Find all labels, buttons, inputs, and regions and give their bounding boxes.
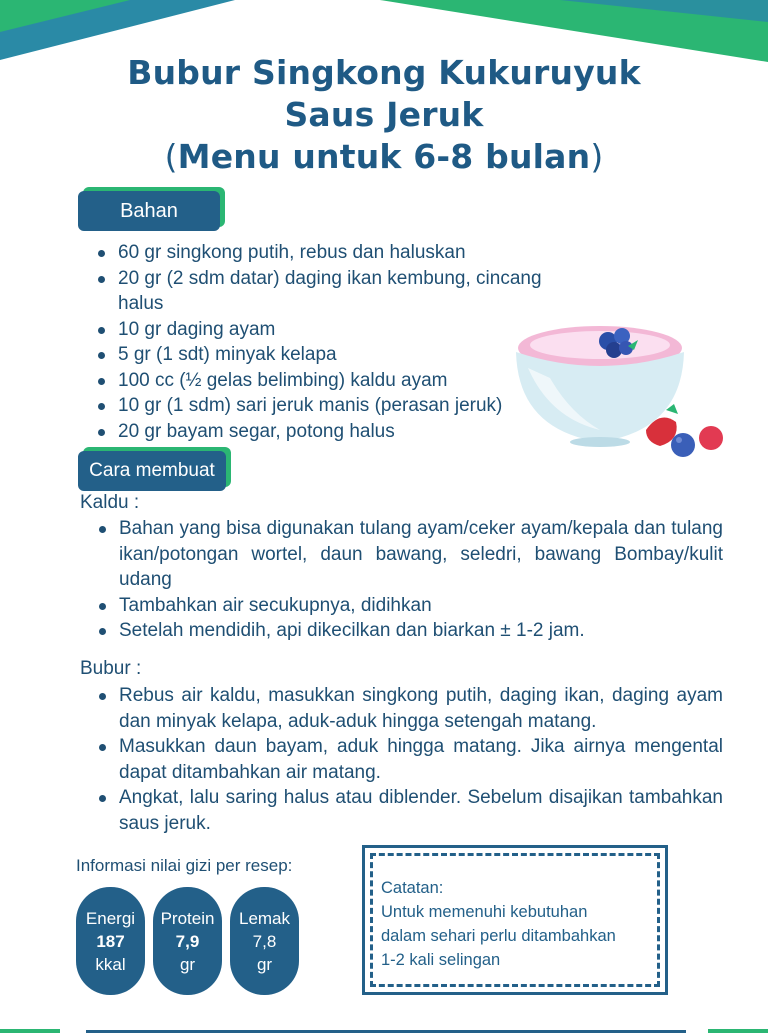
bubur-list — [93, 683, 723, 836]
list-item: Angkat, lalu saring halus atau diblender. Sebelum disajikan tambahkan saus jeruk. — [93, 785, 723, 836]
nutrition-title: Informasi nilai gizi per resep: — [76, 856, 293, 875]
list-item: Bahan yang bisa digunakan tulang ayam/ceker ayam/kepala dan tulang ikan/potongan wortel, daun bawang, seledri, bawang Bombay/kulit udang — [93, 516, 723, 593]
list-item: 60 gr singkong putih, rebus dan haluskan — [92, 240, 562, 266]
notes-line: dalam sehari perlu ditambahkan — [381, 927, 616, 945]
nutrition-fat — [230, 887, 299, 995]
list-item: 20 gr bayam segar, potong halus — [92, 419, 562, 445]
list-item: 5 gr (1 sdt) minyak kelapa — [92, 342, 562, 368]
list-item: Rebus air kaldu, masukkan singkong putih, daging ikan, daging ayam dan minyak kelapa, aduk-aduk hingga setengah matang. — [93, 683, 723, 734]
nutrition-unit: kkal — [95, 955, 126, 974]
nutrition-label: Protein — [160, 909, 215, 928]
title-menu-age: Menu untuk 6-8 bulan — [177, 137, 591, 176]
nutrition-protein — [153, 887, 222, 995]
nutrition-unit: gr — [256, 955, 273, 974]
nutrition-energy — [76, 887, 145, 995]
list-item: 10 gr (1 sdm) sari jeruk manis (perasan jeruk) — [92, 393, 562, 419]
bubur-label: Bubur : — [80, 658, 142, 679]
title-line-1: Bubur Singkong Kukuruyuk — [127, 53, 641, 92]
list-item: 100 cc (½ gelas belimbing) kaldu ayam — [92, 368, 562, 394]
list-item: Tambahkan air secukupnya, didihkan — [93, 593, 723, 619]
kaldu-label: Kaldu : — [80, 492, 140, 513]
paren-open: ( — [164, 137, 178, 176]
nutrition-value: 7,8 — [252, 932, 277, 951]
cara-membuat-heading: Cara membuat — [78, 451, 226, 491]
nutrition-label: Energi — [85, 909, 136, 928]
nutrition-label: Lemak — [238, 909, 291, 928]
list-item: Setelah mendidih, api dikecilkan dan biarkan ± 1-2 jam. — [93, 618, 723, 644]
nutrition-unit: gr — [179, 955, 196, 974]
notes-box — [362, 845, 668, 995]
notes-line: Untuk memenuhi kebutuhan — [381, 903, 588, 921]
nutrition-value: 7,9 — [175, 932, 200, 951]
list-item: Masukkan daun bayam, aduk hingga matang. Jika airnya mengental dapat ditambahkan air matang. — [93, 734, 723, 785]
page-title — [0, 52, 768, 178]
porridge-bowl-illustration — [510, 318, 735, 468]
kaldu-list — [93, 516, 723, 644]
bahan-list — [92, 240, 562, 444]
list-item: 10 gr daging ayam — [92, 317, 562, 343]
list-item: 20 gr (2 sdm datar) daging ikan kembung, cincang halus — [92, 266, 562, 317]
bottom-decoration — [0, 1024, 768, 1033]
title-line-3 — [0, 136, 768, 178]
notes-text — [381, 876, 616, 972]
notes-line: 1-2 kali selingan — [381, 951, 501, 969]
bahan-heading: Bahan — [78, 191, 220, 231]
paren-close: ) — [590, 137, 604, 176]
nutrition-value: 187 — [96, 932, 125, 951]
title-line-2: Saus Jeruk — [284, 95, 484, 134]
notes-title: Catatan: — [381, 879, 444, 897]
